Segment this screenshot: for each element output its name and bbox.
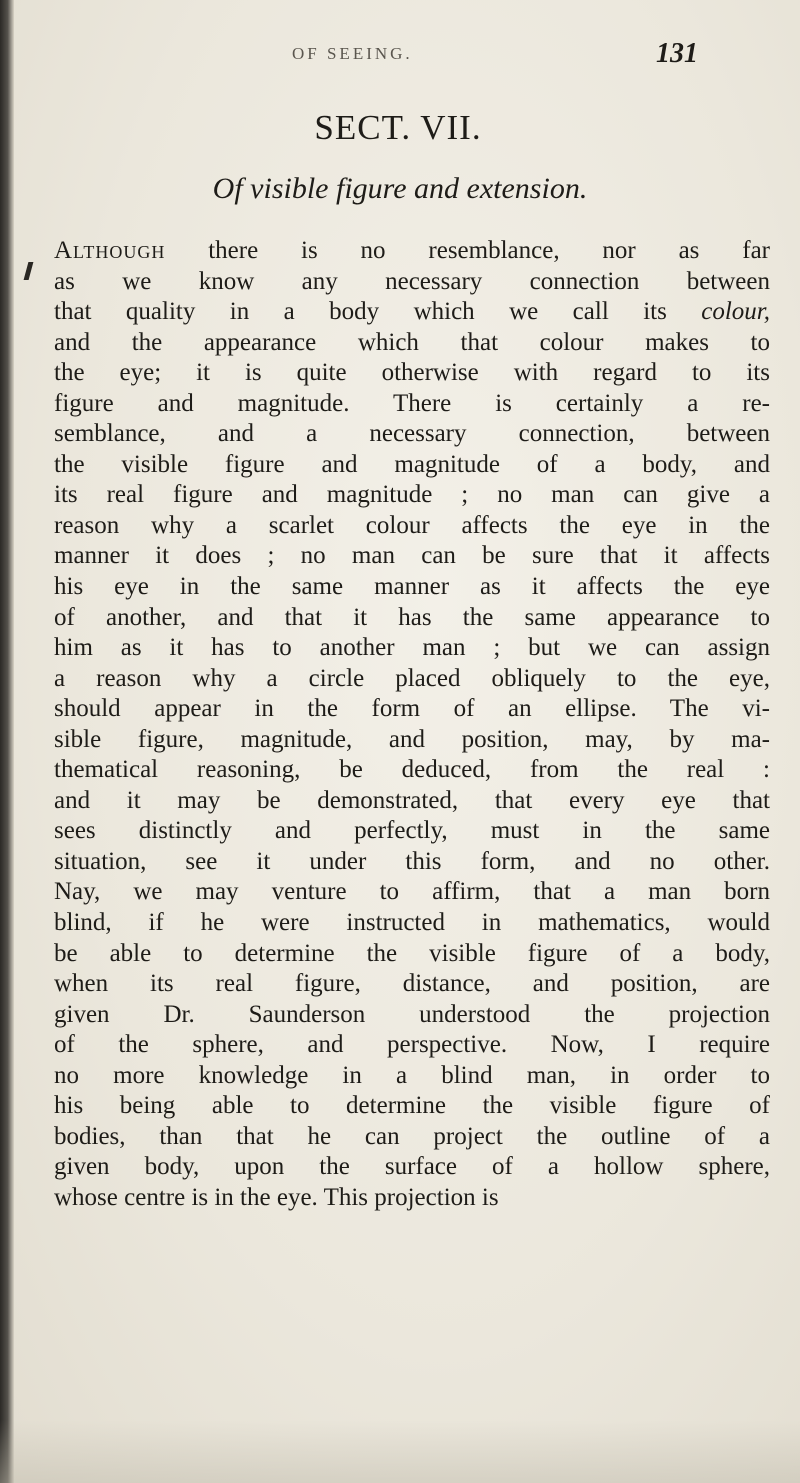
text-line: given Dr. Saunderson understood the projection	[54, 1000, 770, 1028]
section-heading: SECT. VII.	[314, 108, 482, 147]
margin-mark	[24, 262, 34, 280]
opening-word: Although	[54, 237, 166, 264]
italic-word: colour,	[701, 298, 770, 326]
running-head	[0, 38, 800, 78]
text-line: Although there is no resemblance, nor as far	[54, 237, 770, 264]
text-line: be able to determine the visible figure of a body,	[54, 939, 770, 967]
text-line: should appear in the form of an ellipse. The vi-	[54, 695, 770, 723]
text-line: figure and magnitude. There is certainly a re-	[54, 389, 770, 417]
text-line: when its real figure, distance, and position, are	[54, 970, 770, 998]
text-line: him as it has to another man ; but we can assign	[54, 634, 770, 662]
text-line: as we know any necessary connection between	[54, 267, 770, 295]
book-spine-shadow	[0, 0, 14, 1483]
text-line: manner it does ; no man can be sure that it affects	[54, 542, 770, 570]
text-line: a reason why a circle placed obliquely to the eye,	[54, 664, 770, 692]
text-line: given body, upon the surface of a hollow sphere,	[54, 1153, 770, 1181]
text-line: reason why a scarlet colour affects the eye in the	[54, 511, 770, 539]
text-line: blind, if he were instructed in mathematics, would	[54, 909, 770, 937]
text-line: the visible figure and magnitude of a body, and	[54, 450, 770, 478]
text-line: and the appearance which that colour makes to	[54, 328, 770, 356]
text-line: whose centre is in the eye. This projection is	[54, 1183, 499, 1211]
text-line: the eye; it is quite otherwise with regard to its	[54, 359, 770, 387]
page-number: 131	[656, 38, 698, 69]
text-line: of the sphere, and perspective. Now, I require	[54, 1031, 770, 1059]
text-line: his being able to determine the visible figure of	[54, 1092, 770, 1120]
text-line: his eye in the same manner as it affects the eye	[54, 573, 770, 601]
text-line: semblance, and a necessary connection, between	[54, 420, 770, 448]
text-line: thematical reasoning, be deduced, from the real :	[54, 756, 770, 784]
text-line: sees distinctly and perfectly, must in the same	[54, 817, 770, 845]
section-subtitle: Of visible figure and extension.	[212, 172, 588, 205]
text-line: sible figure, magnitude, and position, may, by ma-	[54, 725, 770, 753]
page-bottom-discoloration	[0, 1420, 800, 1483]
text-line: situation, see it under this form, and no other.	[54, 847, 770, 875]
text-line: no more knowledge in a blind man, in order to	[54, 1061, 770, 1089]
text-line: and it may be demonstrated, that every eye that	[54, 786, 770, 814]
text-line: bodies, than that he can project the outline of a	[54, 1122, 770, 1150]
running-title: OF SEEING.	[292, 44, 413, 63]
text-line: that quality in a body which we call its colour,	[54, 298, 770, 326]
text-line: of another, and that it has the same appearance to	[54, 603, 770, 631]
text-line: Nay, we may venture to affirm, that a man born	[54, 878, 770, 906]
text-line: its real figure and magnitude ; no man can give a	[54, 481, 770, 509]
paragraph	[54, 236, 770, 1214]
